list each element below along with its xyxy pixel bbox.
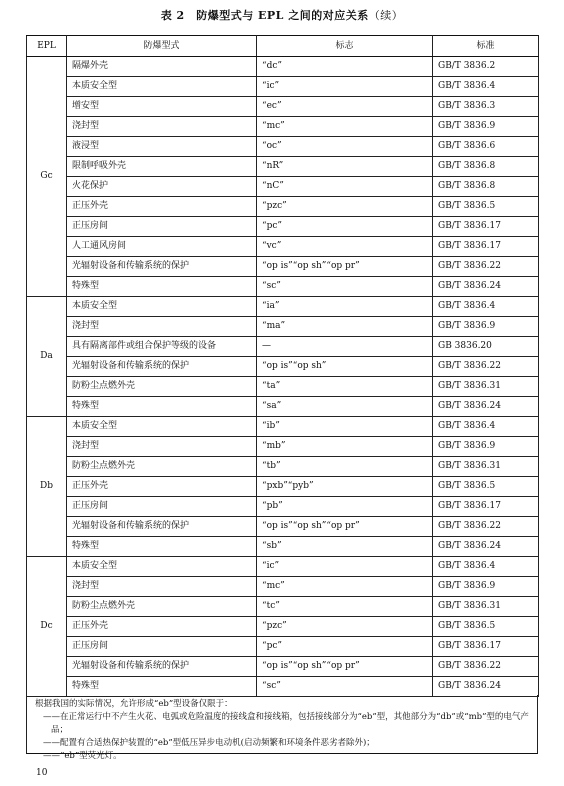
table-row xyxy=(27,97,539,117)
protection-type-cell: 本质安全型 xyxy=(67,557,257,577)
standard-cell: GB/T 3836.5 xyxy=(433,197,539,217)
header-standard: 标准 xyxy=(433,36,539,57)
standard-cell: GB/T 3836.22 xyxy=(433,517,539,537)
table-row xyxy=(27,397,539,417)
protection-type-cell: 火花保护 xyxy=(67,177,257,197)
protection-type-cell: 正压外壳 xyxy=(67,617,257,637)
protection-type-cell: 浇封型 xyxy=(67,317,257,337)
marking-cell: “sc” xyxy=(257,677,433,697)
protection-type-cell: 浇封型 xyxy=(67,117,257,137)
protection-type-cell: 本质安全型 xyxy=(67,297,257,317)
protection-type-cell: 特殊型 xyxy=(67,677,257,697)
standard-cell: GB/T 3836.8 xyxy=(433,157,539,177)
marking-cell: “oc” xyxy=(257,137,433,157)
standard-cell: GB/T 3836.31 xyxy=(433,377,539,397)
standard-cell: GB/T 3836.31 xyxy=(433,597,539,617)
standard-cell: GB/T 3836.4 xyxy=(433,417,539,437)
standard-cell: GB/T 3836.31 xyxy=(433,457,539,477)
standard-cell: GB/T 3836.6 xyxy=(433,137,539,157)
marking-cell: “ic” xyxy=(257,557,433,577)
marking-cell: “mc” xyxy=(257,117,433,137)
protection-type-cell: 特殊型 xyxy=(67,537,257,557)
table-title-continued: （续） xyxy=(368,9,404,22)
standard-cell: GB/T 3836.24 xyxy=(433,677,539,697)
protection-type-cell: 光辐射设备和传输系统的保护 xyxy=(67,257,257,277)
table-row xyxy=(27,557,539,577)
table-row xyxy=(27,117,539,137)
epl-cell: Db xyxy=(27,417,67,557)
table-body xyxy=(27,57,539,697)
protection-type-cell: 具有隔离部件或组合保护等级的设备 xyxy=(67,337,257,357)
marking-cell: “pxb”“pyb” xyxy=(257,477,433,497)
protection-type-cell: 本质安全型 xyxy=(67,77,257,97)
marking-cell: “op is”“op sh”“op pr” xyxy=(257,517,433,537)
standard-cell: GB/T 3836.4 xyxy=(433,557,539,577)
marking-cell: “op is”“op sh”“op pr” xyxy=(257,657,433,677)
standard-cell: GB/T 3836.22 xyxy=(433,657,539,677)
standard-cell: GB/T 3836.24 xyxy=(433,537,539,557)
header-protection-type: 防爆型式 xyxy=(67,36,257,57)
marking-cell: “pzc” xyxy=(257,197,433,217)
table-row xyxy=(27,357,539,377)
table-row xyxy=(27,137,539,157)
standard-cell: GB/T 3836.5 xyxy=(433,477,539,497)
marking-cell: “ib” xyxy=(257,417,433,437)
table-row xyxy=(27,437,539,457)
protection-type-cell: 防粉尘点燃外壳 xyxy=(67,597,257,617)
marking-cell: “pb” xyxy=(257,497,433,517)
standard-cell: GB 3836.20 xyxy=(433,337,539,357)
table-row xyxy=(27,277,539,297)
marking-cell: “ec” xyxy=(257,97,433,117)
marking-cell: “op is”“op sh” xyxy=(257,357,433,377)
marking-cell: “vc” xyxy=(257,237,433,257)
marking-cell: “sa” xyxy=(257,397,433,417)
marking-cell: “ic” xyxy=(257,77,433,97)
table-row xyxy=(27,477,539,497)
table-row xyxy=(27,257,539,277)
marking-cell: “tc” xyxy=(257,597,433,617)
explosion-protection-table xyxy=(26,35,539,697)
epl-cell: Da xyxy=(27,297,67,417)
table-row xyxy=(27,637,539,657)
protection-type-cell: 特殊型 xyxy=(67,277,257,297)
table-title-main: 表 2 防爆型式与 EPL 之间的对应关系 xyxy=(160,9,369,22)
table-row xyxy=(27,157,539,177)
marking-cell: “pc” xyxy=(257,637,433,657)
table-row xyxy=(27,657,539,677)
standard-cell: GB/T 3836.5 xyxy=(433,617,539,637)
table-row xyxy=(27,57,539,77)
table-row xyxy=(27,217,539,237)
table-row xyxy=(27,417,539,437)
standard-cell: GB/T 3836.9 xyxy=(433,317,539,337)
standard-cell: GB/T 3836.4 xyxy=(433,77,539,97)
standard-cell: GB/T 3836.8 xyxy=(433,177,539,197)
marking-cell: “sb” xyxy=(257,537,433,557)
protection-type-cell: 限制呼吸外壳 xyxy=(67,157,257,177)
table-row xyxy=(27,317,539,337)
marking-cell: “dc” xyxy=(257,57,433,77)
marking-cell: “tb” xyxy=(257,457,433,477)
table-row xyxy=(27,377,539,397)
table-header-row xyxy=(27,36,539,57)
marking-cell: “ia” xyxy=(257,297,433,317)
protection-type-cell: 特殊型 xyxy=(67,397,257,417)
marking-cell: “pzc” xyxy=(257,617,433,637)
table-row xyxy=(27,517,539,537)
table-note xyxy=(26,695,538,761)
marking-cell: “pc” xyxy=(257,217,433,237)
marking-cell: “ma” xyxy=(257,317,433,337)
table-row xyxy=(27,497,539,517)
table-row xyxy=(27,177,539,197)
protection-type-cell: 本质安全型 xyxy=(67,417,257,437)
note-item: ——在正常运行中不产生火花、电弧或危险温度的接线盒和接线箱，包括接线部分为“eb”型，其他部分为“db”或“mb”型的电气产品； xyxy=(43,712,529,735)
marking-cell: “nC” xyxy=(257,177,433,197)
protection-type-cell: 增安型 xyxy=(67,97,257,117)
protection-type-cell: 正压外壳 xyxy=(67,477,257,497)
standard-cell: GB/T 3836.9 xyxy=(433,437,539,457)
header-epl: EPL xyxy=(27,36,67,57)
table-row xyxy=(27,337,539,357)
table-row xyxy=(27,577,539,597)
protection-type-cell: 防粉尘点燃外壳 xyxy=(67,457,257,477)
protection-type-cell: 正压房间 xyxy=(67,497,257,517)
protection-type-cell: 光辐射设备和传输系统的保护 xyxy=(67,657,257,677)
standard-cell: GB/T 3836.9 xyxy=(433,577,539,597)
table-row xyxy=(27,677,539,697)
marking-cell: — xyxy=(257,337,433,357)
page-number: 10 xyxy=(36,768,48,778)
marking-cell: “nR” xyxy=(257,157,433,177)
protection-type-cell: 浇封型 xyxy=(67,577,257,597)
protection-type-cell: 光辐射设备和传输系统的保护 xyxy=(67,517,257,537)
protection-type-cell: 正压外壳 xyxy=(67,197,257,217)
table-row xyxy=(27,617,539,637)
standard-cell: GB/T 3836.9 xyxy=(433,117,539,137)
standard-cell: GB/T 3836.24 xyxy=(433,397,539,417)
table-row xyxy=(27,537,539,557)
standard-cell: GB/T 3836.17 xyxy=(433,497,539,517)
standard-cell: GB/T 3836.17 xyxy=(433,237,539,257)
protection-type-cell: 正压房间 xyxy=(67,217,257,237)
protection-type-cell: 液浸型 xyxy=(67,137,257,157)
table-row xyxy=(27,297,539,317)
protection-type-cell: 正压房间 xyxy=(67,637,257,657)
protection-type-cell: 防粉尘点燃外壳 xyxy=(67,377,257,397)
standard-cell: GB/T 3836.3 xyxy=(433,97,539,117)
table-row xyxy=(27,197,539,217)
standard-cell: GB/T 3836.24 xyxy=(433,277,539,297)
protection-type-cell: 人工通风房间 xyxy=(67,237,257,257)
table-row xyxy=(27,597,539,617)
table-title xyxy=(0,7,564,23)
table-row xyxy=(27,237,539,257)
standard-cell: GB/T 3836.17 xyxy=(433,637,539,657)
standard-cell: GB/T 3836.22 xyxy=(433,357,539,377)
header-marking: 标志 xyxy=(257,36,433,57)
protection-type-cell: 光辐射设备和传输系统的保护 xyxy=(67,357,257,377)
epl-cell: Gc xyxy=(27,57,67,297)
marking-cell: “mb” xyxy=(257,437,433,457)
marking-cell: “ta” xyxy=(257,377,433,397)
note-item: ——配置有合适热保护装置的“eb”型低压异步电动机(启动频繁和环境条件恶劣者除外)； xyxy=(43,738,375,748)
epl-cell: Dc xyxy=(27,557,67,697)
marking-cell: “op is”“op sh”“op pr” xyxy=(257,257,433,277)
note-item: ——“eb”型荧光灯。 xyxy=(43,751,122,761)
standard-cell: GB/T 3836.4 xyxy=(433,297,539,317)
table-row xyxy=(27,77,539,97)
marking-cell: “mc” xyxy=(257,577,433,597)
note-intro: 根据我国的实际情况，允许形成“eb”型设备仅限于： xyxy=(35,699,233,709)
protection-type-cell: 隔爆外壳 xyxy=(67,57,257,77)
table-row xyxy=(27,457,539,477)
standard-cell: GB/T 3836.17 xyxy=(433,217,539,237)
protection-type-cell: 浇封型 xyxy=(67,437,257,457)
standard-cell: GB/T 3836.2 xyxy=(433,57,539,77)
marking-cell: “sc” xyxy=(257,277,433,297)
standard-cell: GB/T 3836.22 xyxy=(433,257,539,277)
